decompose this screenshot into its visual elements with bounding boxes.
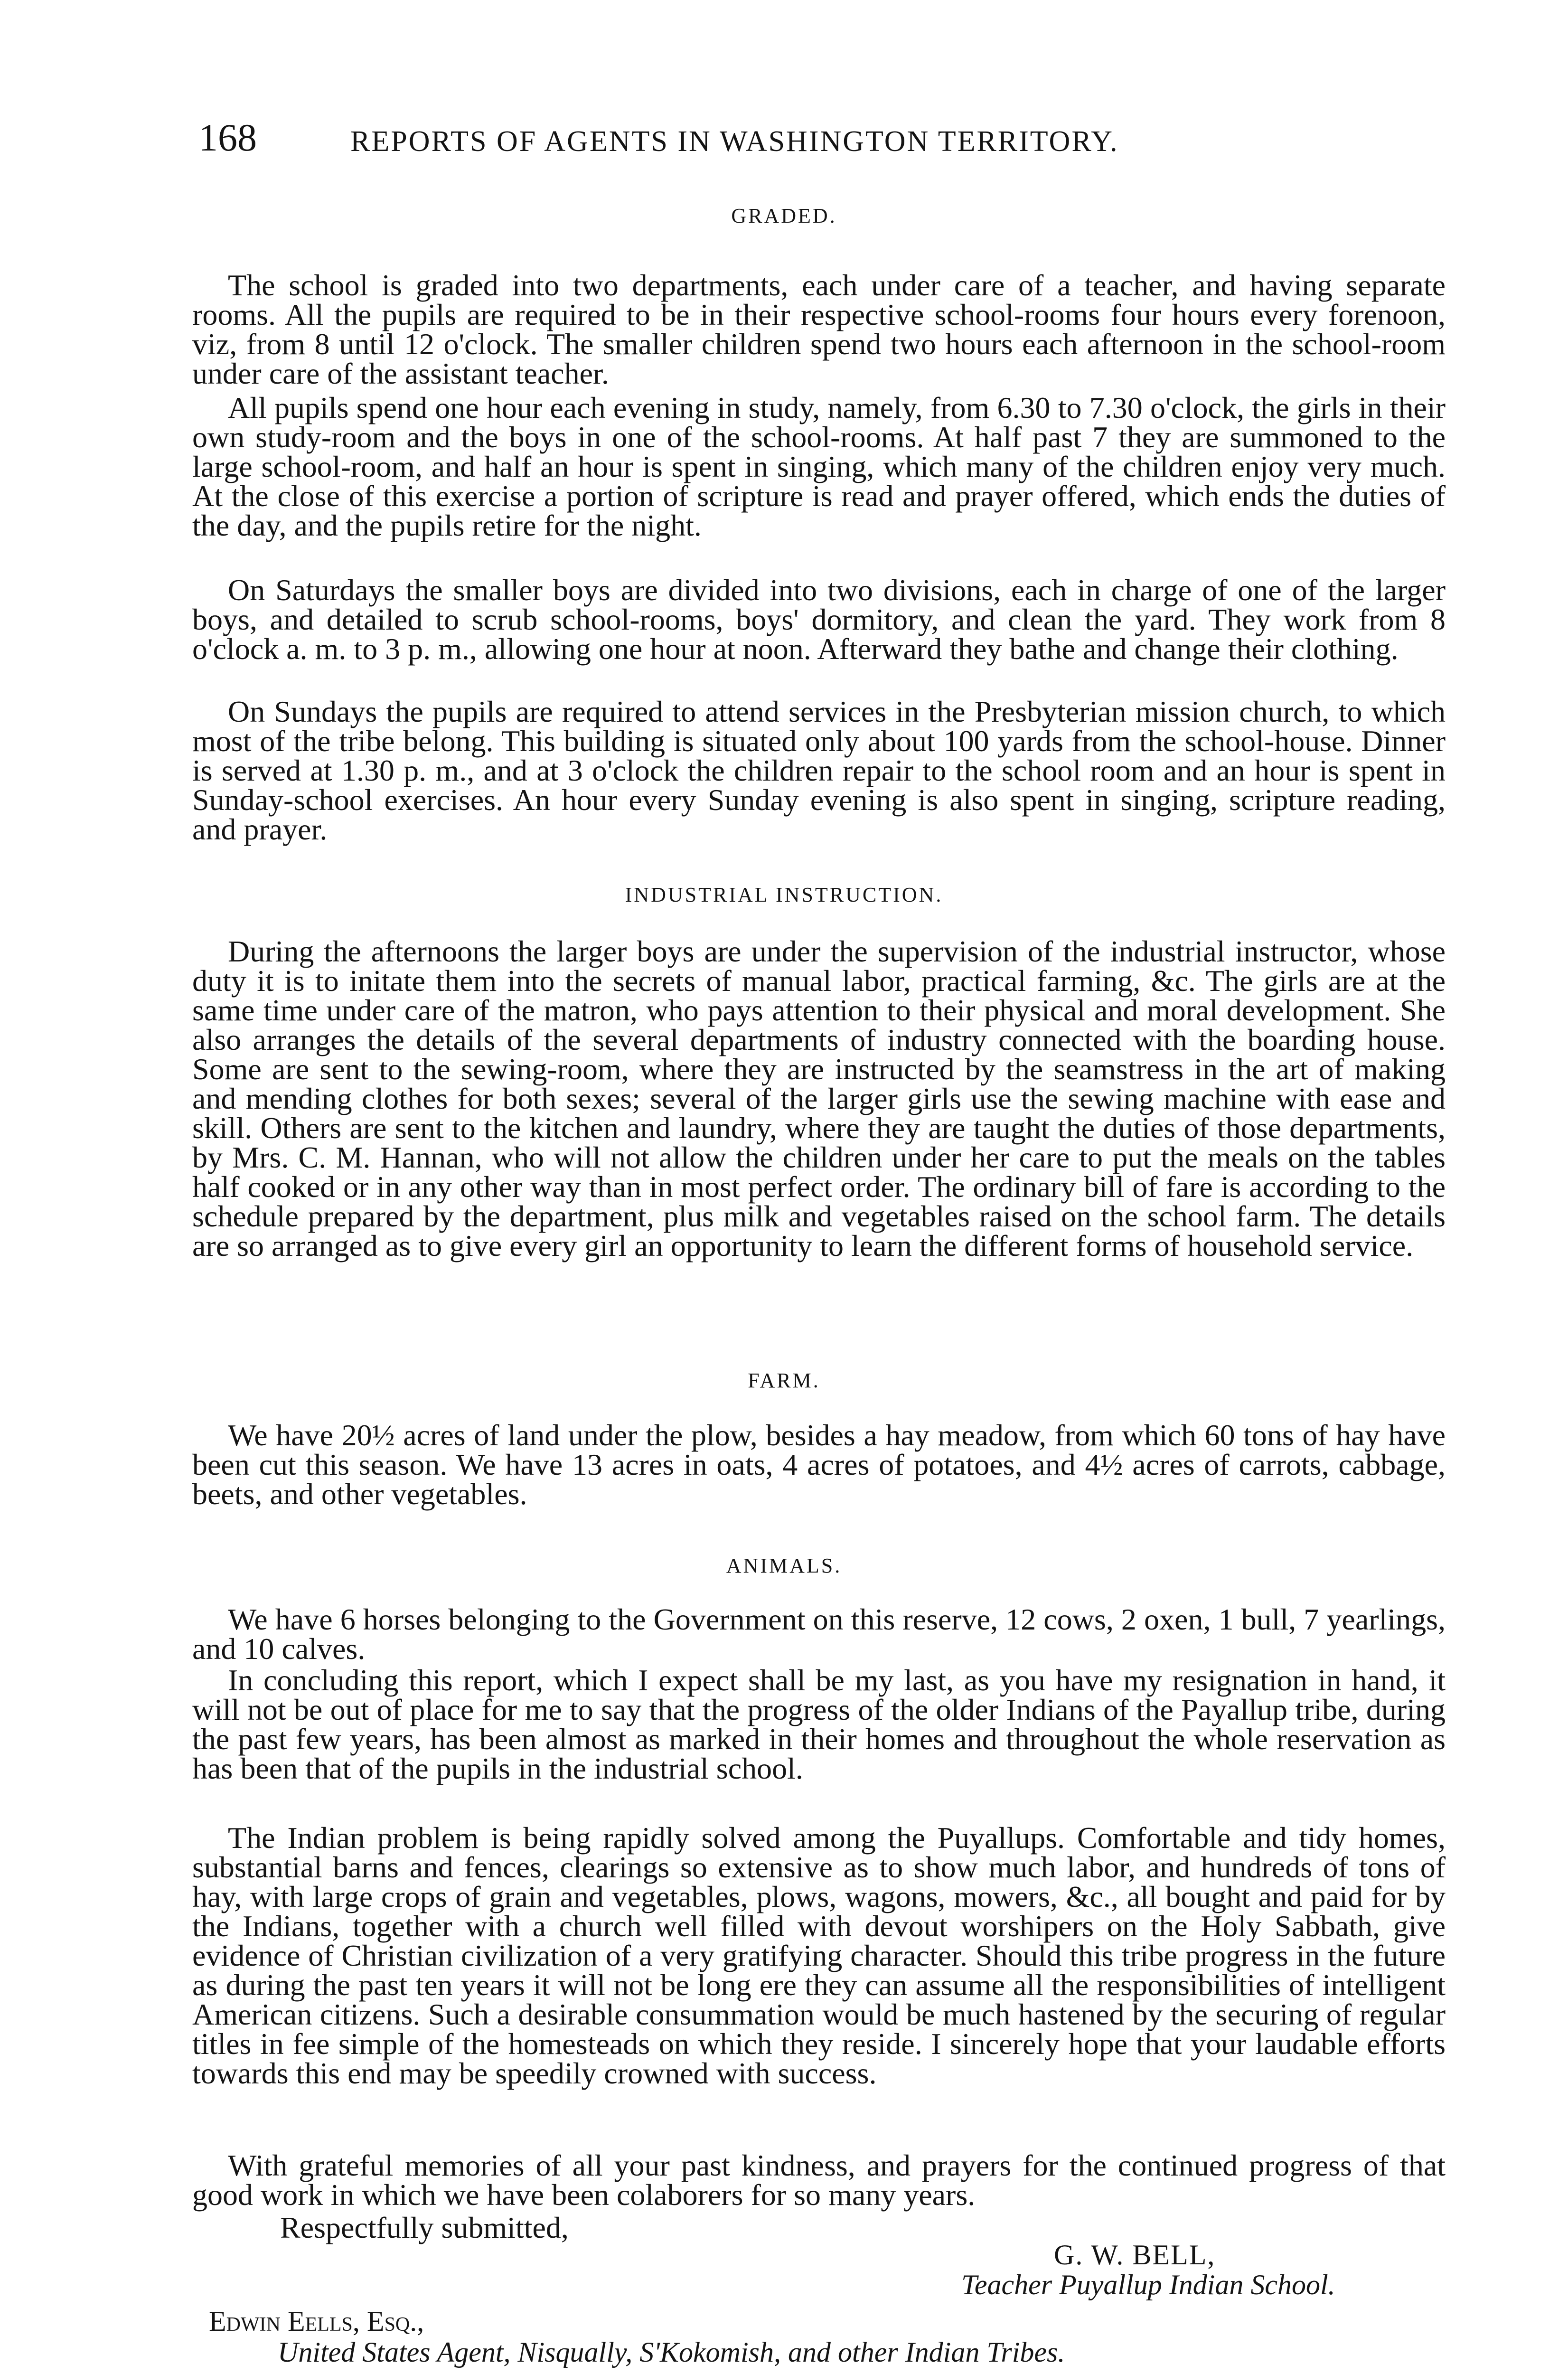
paragraph-farm-1: We have 20½ acres of land under the plow, besides a hay meadow, from which 60 tons of hay have been cut this season. We have 13 acres in oats, 4 acres of potatoes, and 4½ acres of carrots, cabbage, beets, and other vegetables.	[192, 1418, 1446, 1511]
paragraph-graded-4: On Sundays the pupils are required to attend services in the Presbyterian mission church, to which most of the tribe belong. This building is situated only about 100 yards from the school-house. Dinner is served at 1.30 p. m., and at 3 o'clock the children repair to the school room and an hour is spent in Sunday-school exercises. An hour every Sunday evening is also spent in singing, scripture reading, and prayer.	[192, 695, 1446, 846]
section-heading-animals: ANIMALS.	[726, 1554, 842, 1577]
paragraph-animals-3: The Indian problem is being rapidly solved among the Puyallups. Comfortable and tidy homes, substantial barns and fences, clearings so extensive as to show much labor, and hundreds of tons of hay, with large crops of grain and vegetables, plows, wagons, mowers, &c., all bought and paid for by the Indians, together with a church well filled with devout worshipers on the Holy Sabbath, give evidence of Christian civilization of a very gratifying character. Should this tribe progress in the future as during the past ten years it will not be long ere they can assume all the responsibilities of intelligent American citizens. Such a desirable consummation would be much hastened by the securing of regular titles in fee simple of the homesteads on which they reside. I sincerely hope that your laudable efforts towards this end may be speedily crowned with success.	[192, 1821, 1446, 2090]
paragraph-graded-1: The school is graded into two departments, each under care of a teacher, and having separate rooms. All the pupils are required to be in their respective school-rooms four hours every forenoon, viz, from 8 until 12 o'clock. The smaller children spend two hours each afternoon in the school-room under care of the assistant teacher.	[192, 268, 1446, 390]
paragraph-graded-3: On Saturdays the smaller boys are divided into two divisions, each in charge of one of the larger boys, and detailed to scrub school-rooms, boys' dormitory, and clean the yard. They work from 8 o'clock a. m. to 3 p. m., allowing one hour at noon. Afterward they bathe and change their clothing.	[192, 573, 1446, 666]
paragraph-industrial-1: During the afternoons the larger boys are under the supervision of the industrial instructor, whose duty it is to initate them into the secrets of manual labor, practical farming, &c. The girls are at the same time under care of the matron, who pays attention to their physical and moral development. She also arranges the details of the several departments of industry connected with the boarding house. Some are sent to the sewing-room, where they are instructed by the seamstress in the art of making and mending clothes for both sexes; several of the larger girls use the sewing machine with ease and skill. Others are sent to the kitchen and laundry, where they are taught the duties of those departments, by Mrs. C. M. Hannan, who will not allow the children under her care to put the meals on the tables half cooked or in any other way than in most perfect order. The ordinary bill of fare is according to the schedule prepared by the department, plus milk and vegetables raised on the school farm. The details are so arranged as to give every girl an opportunity to learn the different forms of household service.	[192, 934, 1446, 1262]
paragraph-animals-4: With grateful memories of all your past kindness, and prayers for the continued progress of that good work in which we have been colaborers for so many years.	[192, 2148, 1446, 2212]
addressee-title: United States Agent, Nisqually, S'Kokomish, and other Indian Tribes.	[278, 2336, 1065, 2368]
section-heading-graded: GRADED.	[731, 204, 837, 227]
section-heading-industrial: INDUSTRIAL INSTRUCTION.	[625, 883, 943, 906]
paragraph-animals-2: In concluding this report, which I expect shall be my last, as you have my resignation in hand, it will not be out of place for me to say that the progress of the older Indians of the Payallup tribe, during the past few years, has been almost as marked in their homes and throughout the whole reservation as has been that of the pupils in the industrial school.	[192, 1663, 1446, 1785]
signature-title: Teacher Puyallup Indian School.	[961, 2269, 1335, 2300]
closing-line: Respectfully submitted,	[280, 2211, 569, 2244]
paragraph-animals-1: We have 6 horses belonging to the Government on this reserve, 12 cows, 2 oxen, 1 bull, 7 yearlings, and 10 calves.	[192, 1602, 1446, 1666]
addressee-name: Edwin Eells, Esq.,	[209, 2306, 424, 2337]
running-title: REPORTS OF AGENTS IN WASHINGTON TERRITORY.	[350, 125, 1119, 158]
section-heading-farm: FARM.	[748, 1369, 820, 1392]
signature-name: G. W. BELL,	[1054, 2239, 1216, 2270]
page-number: 168	[198, 116, 257, 159]
paragraph-graded-2: All pupils spend one hour each evening in study, namely, from 6.30 to 7.30 o'clock, the girls in their own study-room and the boys in one of the school-rooms. At half past 7 they are summoned to the large school-room, and half an hour is spent in singing, which many of the children enjoy very much. At the close of this exercise a portion of scripture is read and prayer offered, which ends the duties of the day, and the pupils retire for the night.	[192, 391, 1446, 542]
page-header	[198, 114, 1357, 171]
